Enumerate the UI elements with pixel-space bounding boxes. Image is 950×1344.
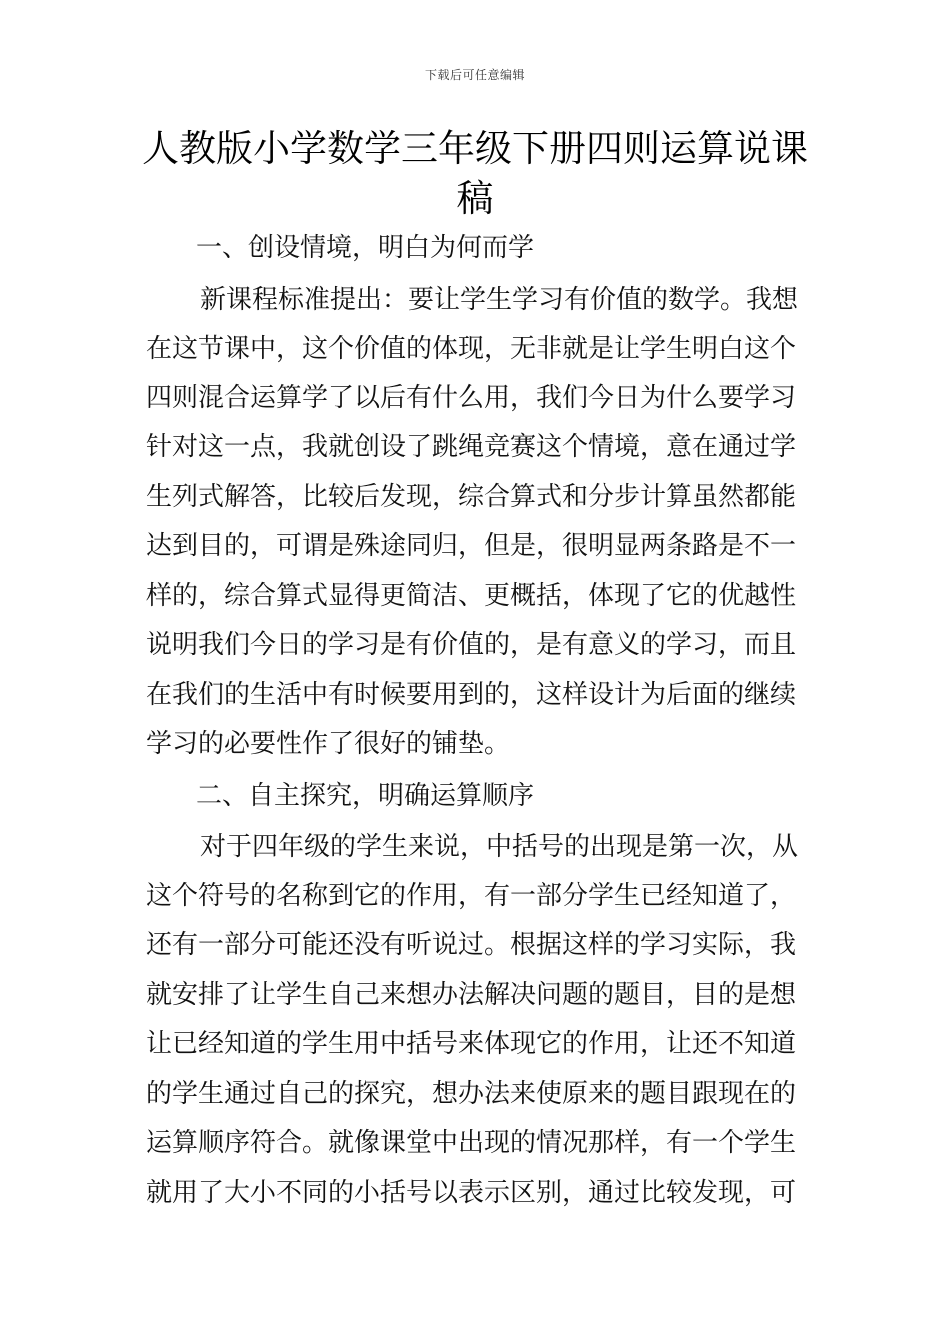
paragraph-line: 还有一部分可能还没有听说过。根据这样的学习实际，我 [146,930,797,960]
document-title: 人教版小学数学三年级下册四则运算说课稿 [142,127,808,220]
paragraph-line: 样的，综合算式显得更简洁、更概括，体现了它的优越性 [146,581,797,611]
section-heading: 二、自主探究，明确运算顺序 [196,781,535,811]
paragraph-line: 新课程标准提出：要让学生学习有价值的数学。我想 [200,285,799,315]
header-note: 下载后可任意编辑 [424,68,525,82]
paragraph-line: 运算顺序符合。就像课堂中出现的情况那样，有一个学生 [146,1128,797,1158]
paragraph-line: 针对这一点，我就创设了跳绳竞赛这个情境，意在通过学 [146,432,797,462]
paragraph-line: 在我们的生活中有时候要用到的，这样设计为后面的继续 [146,680,797,710]
paragraph-line: 让已经知道的学生用中括号来体现它的作用，让还不知道 [146,1029,797,1059]
paragraph-line: 这个符号的名称到它的作用，有一部分学生已经知道了， [146,881,797,911]
paragraph-line: 就用了大小不同的小括号以表示区别，通过比较发现，可 [146,1178,797,1208]
paragraph-line: 对于四年级的学生来说，中括号的出现是第一次，从 [200,832,799,862]
paragraph-line: 学习的必要性作了很好的铺垫。 [146,729,511,759]
paragraph-line: 生列式解答，比较后发现，综合算式和分步计算虽然都能 [146,482,797,512]
paragraph-line: 在这节课中，这个价值的体现，无非就是让学生明白这个 [146,334,797,364]
paragraph-line: 达到目的，可谓是殊途同归，但是，很明显两条路是不一 [146,531,797,561]
paragraph-line: 四则混合运算学了以后有什么用，我们今日为什么要学习 [146,383,797,413]
paragraph-line: 的学生通过自己的探究，想办法来使原来的题目跟现在的 [146,1079,797,1109]
paragraph-line: 说明我们今日的学习是有价值的，是有意义的学习，而且 [146,630,797,660]
section-heading: 一、创设情境，明白为何而学 [196,233,535,263]
paragraph-line: 就安排了让学生自己来想办法解决问题的题目，目的是想 [146,980,797,1010]
